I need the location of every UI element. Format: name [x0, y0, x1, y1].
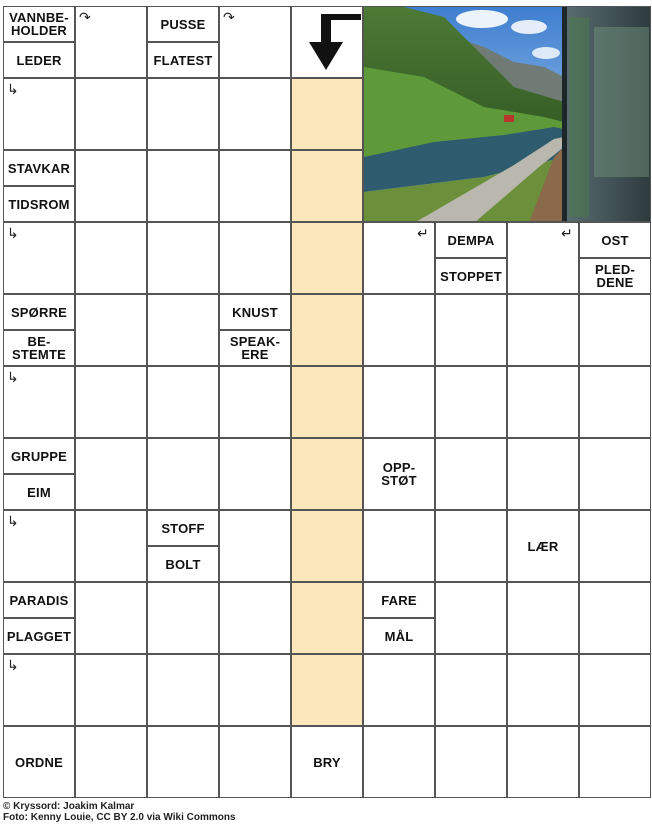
big-down-arrow-icon — [295, 12, 363, 74]
turn-left-arrow-icon: ↵ — [561, 225, 573, 241]
answer-cell[interactable] — [435, 438, 507, 510]
answer-cell[interactable] — [579, 582, 651, 654]
clue-knust: KNUST — [219, 294, 291, 330]
solution-cell[interactable] — [291, 294, 363, 366]
answer-cell[interactable] — [219, 150, 291, 222]
clue-eim: EIM — [3, 474, 75, 510]
answer-cell[interactable] — [579, 438, 651, 510]
clue-bestemte: BE- STEMTE — [3, 330, 75, 366]
solution-cell[interactable] — [291, 582, 363, 654]
turn-down-right-arrow-icon: ↳ — [7, 657, 19, 673]
turn-down-right-arrow-icon: ↳ — [7, 513, 19, 529]
clue-flatest: FLATEST — [147, 42, 219, 78]
answer-cell[interactable] — [435, 366, 507, 438]
answer-cell[interactable] — [507, 366, 579, 438]
answer-cell[interactable] — [363, 726, 435, 798]
answer-cell[interactable] — [75, 438, 147, 510]
clue-bry: BRY — [291, 726, 363, 798]
answer-cell[interactable] — [363, 294, 435, 366]
answer-cell[interactable] — [363, 510, 435, 582]
clue-sporre: SPØRRE — [3, 294, 75, 330]
credits — [3, 801, 236, 823]
answer-cell[interactable] — [75, 582, 147, 654]
clue-speakere: SPEAK- ERE — [219, 330, 291, 366]
answer-cell[interactable] — [435, 510, 507, 582]
answer-cell[interactable] — [75, 150, 147, 222]
answer-cell[interactable] — [75, 726, 147, 798]
answer-cell[interactable] — [147, 150, 219, 222]
answer-cell[interactable] — [579, 510, 651, 582]
answer-cell[interactable] — [579, 294, 651, 366]
answer-cell[interactable] — [75, 222, 147, 294]
answer-cell[interactable] — [219, 582, 291, 654]
credit-photo: Foto: Kenny Louie, CC BY 2.0 via Wiki Commons — [3, 812, 236, 823]
answer-cell[interactable] — [147, 366, 219, 438]
solution-cell[interactable] — [291, 150, 363, 222]
credit-crossword: © Kryssord: Joakim Kalmar — [3, 801, 135, 812]
turn-down-right-arrow-icon: ↳ — [7, 81, 19, 97]
solution-cell[interactable] — [291, 654, 363, 726]
answer-cell[interactable] — [435, 654, 507, 726]
answer-cell[interactable] — [579, 366, 651, 438]
clue-tidsrom: TIDSROM — [3, 186, 75, 222]
answer-cell[interactable] — [75, 294, 147, 366]
clue-stoppet: STOPPET — [435, 258, 507, 294]
turn-down-right-arrow-icon: ↳ — [7, 225, 19, 241]
answer-cell[interactable] — [363, 366, 435, 438]
answer-cell[interactable] — [147, 726, 219, 798]
solution-cell[interactable] — [291, 78, 363, 150]
turn-right-arrow-icon: ↷ — [223, 9, 235, 25]
turn-down-right-arrow-icon: ↳ — [7, 369, 19, 385]
solution-cell[interactable] — [291, 222, 363, 294]
answer-cell[interactable] — [435, 582, 507, 654]
clue-ordne: ORDNE — [3, 726, 75, 798]
answer-cell[interactable] — [147, 222, 219, 294]
answer-cell[interactable] — [507, 294, 579, 366]
answer-cell[interactable] — [219, 438, 291, 510]
clue-plagget: PLAGGET — [3, 618, 75, 654]
solution-cell[interactable] — [291, 438, 363, 510]
clue-stoff: STOFF — [147, 510, 219, 546]
clue-oppstot: OPP- STØT — [363, 438, 435, 510]
answer-cell[interactable] — [147, 294, 219, 366]
answer-cell[interactable] — [219, 726, 291, 798]
clue-dempa: DEMPA — [435, 222, 507, 258]
answer-cell[interactable] — [507, 726, 579, 798]
clue-maal: MÅL — [363, 618, 435, 654]
clue-paradis: PARADIS — [3, 582, 75, 618]
answer-cell[interactable] — [219, 510, 291, 582]
answer-cell[interactable] — [219, 78, 291, 150]
answer-cell[interactable] — [219, 222, 291, 294]
clue-leder: LEDER — [3, 42, 75, 78]
solution-cell[interactable] — [291, 510, 363, 582]
clue-stavkar: STAVKAR — [3, 150, 75, 186]
answer-cell[interactable] — [507, 582, 579, 654]
crossword-grid — [3, 6, 651, 798]
clue-ost: OST — [579, 222, 651, 258]
clue-gruppe: GRUPPE — [3, 438, 75, 474]
answer-cell[interactable] — [435, 294, 507, 366]
answer-cell[interactable] — [75, 654, 147, 726]
clue-pleddene: PLED- DENE — [579, 258, 651, 294]
answer-cell[interactable] — [579, 726, 651, 798]
answer-cell[interactable] — [435, 726, 507, 798]
clue-pusse: PUSSE — [147, 6, 219, 42]
answer-cell[interactable] — [75, 510, 147, 582]
answer-cell[interactable] — [147, 438, 219, 510]
answer-cell[interactable] — [219, 654, 291, 726]
answer-cell[interactable] — [147, 582, 219, 654]
clue-laer: LÆR — [507, 510, 579, 582]
answer-cell[interactable] — [147, 78, 219, 150]
answer-cell[interactable] — [579, 654, 651, 726]
turn-right-arrow-icon: ↷ — [79, 9, 91, 25]
answer-cell[interactable] — [507, 438, 579, 510]
answer-cell[interactable] — [507, 654, 579, 726]
landscape-photo — [363, 6, 651, 222]
turn-left-arrow-icon: ↵ — [417, 225, 429, 241]
answer-cell[interactable] — [75, 366, 147, 438]
answer-cell[interactable] — [219, 366, 291, 438]
clue-bolt: BOLT — [147, 546, 219, 582]
answer-cell[interactable] — [147, 654, 219, 726]
clue-fare: FARE — [363, 582, 435, 618]
answer-cell[interactable] — [363, 654, 435, 726]
solution-cell[interactable] — [291, 366, 363, 438]
clue-vannbeholder: VANNBE- HOLDER — [3, 6, 75, 42]
answer-cell[interactable] — [75, 78, 147, 150]
